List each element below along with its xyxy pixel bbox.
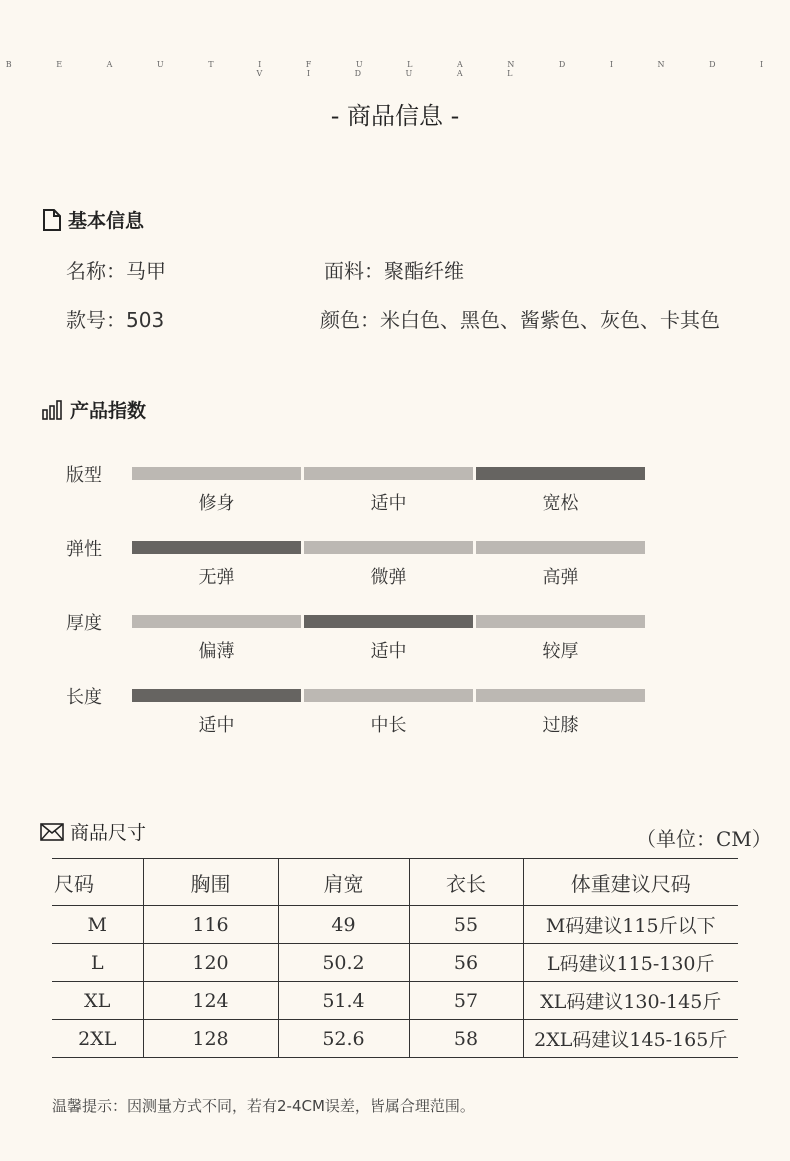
index-segment-selected	[476, 467, 645, 480]
header-size: 尺码	[52, 859, 143, 906]
index-option-label: 适中	[370, 493, 407, 514]
index-segment-selected	[132, 689, 301, 702]
index-segment	[304, 467, 473, 480]
header-shoulder: 肩宽	[278, 859, 409, 906]
index-option-label: 高弹	[542, 567, 579, 588]
header-length: 衣长	[409, 859, 523, 906]
index-option-label: 无弹	[198, 567, 235, 588]
header-chest: 胸围	[143, 859, 278, 906]
cell-chest: 120	[143, 944, 278, 982]
cell-length: 55	[409, 906, 523, 944]
index-row-label: 厚度	[66, 613, 102, 634]
product-name: 名称：马甲	[66, 259, 166, 283]
cell-size: 2XL	[52, 1020, 143, 1058]
bar-chart-icon	[42, 400, 64, 420]
index-option-label: 较厚	[542, 641, 579, 662]
index-option-label: 偏薄	[198, 641, 235, 662]
cell-size: M	[52, 906, 143, 944]
basic-info-heading	[42, 206, 144, 233]
header-weight-advice: 体重建议尺码	[523, 859, 738, 906]
index-segment-selected	[304, 615, 473, 628]
index-segment	[476, 615, 645, 628]
product-index-heading-label: 产品指数	[70, 400, 147, 422]
product-style-no: 款号：503	[66, 308, 165, 332]
cell-chest: 116	[143, 906, 278, 944]
index-option-label: 适中	[198, 715, 235, 736]
tagline: B E A U T I F U L A N D I N D I V I D U A L	[5, 60, 785, 78]
index-scale-bar	[132, 615, 645, 628]
index-scale-bar	[132, 689, 645, 702]
basic-info-heading-label: 基本信息	[68, 210, 145, 232]
index-segment	[476, 541, 645, 554]
index-row-label: 弹性	[66, 539, 102, 560]
index-segment	[304, 689, 473, 702]
cell-weight-advice: M码建议115斤以下	[523, 906, 738, 944]
index-segment-selected	[132, 541, 301, 554]
cell-chest: 124	[143, 982, 278, 1020]
document-icon	[42, 209, 62, 231]
cell-weight-advice: 2XL码建议145-165斤	[523, 1020, 738, 1058]
index-option-label: 宽松	[542, 493, 579, 514]
size-table	[52, 858, 738, 1058]
cell-length: 56	[409, 944, 523, 982]
cell-chest: 128	[143, 1020, 278, 1058]
size-heading	[40, 818, 146, 845]
cell-length: 57	[409, 982, 523, 1020]
index-scale-bar	[132, 541, 645, 554]
product-fabric: 面料：聚酯纤维	[324, 259, 464, 283]
cell-shoulder: 52.6	[278, 1020, 409, 1058]
measurement-tip: 温馨提示：因测量方式不同，若有2-4CM误差，皆属合理范围。	[52, 1097, 475, 1115]
index-option-label: 修身	[198, 493, 235, 514]
index-segment	[132, 615, 301, 628]
cell-weight-advice: XL码建议130-145斤	[523, 982, 738, 1020]
product-index-heading	[42, 396, 146, 423]
index-row-label: 长度	[66, 687, 102, 708]
page-title: - 商品信息 -	[330, 102, 460, 130]
table-row	[52, 982, 738, 1020]
product-colors: 颜色：米白色、黑色、酱紫色、灰色、卡其色	[320, 308, 720, 332]
size-heading-label: 商品尺寸	[70, 822, 147, 844]
index-option-label: 过膝	[542, 715, 579, 736]
cell-size: L	[52, 944, 143, 982]
index-scale-bar	[132, 467, 645, 480]
index-option-label: 中长	[370, 715, 407, 736]
index-segment	[304, 541, 473, 554]
index-segment	[132, 467, 301, 480]
index-option-label: 微弹	[370, 567, 407, 588]
table-row	[52, 1020, 738, 1058]
size-unit: （单位：CM）	[636, 827, 772, 851]
table-row	[52, 906, 738, 944]
table-row	[52, 944, 738, 982]
index-row-label: 版型	[66, 465, 102, 486]
index-segment	[476, 689, 645, 702]
envelope-icon	[40, 823, 64, 841]
size-table-header	[52, 859, 738, 906]
cell-shoulder: 49	[278, 906, 409, 944]
cell-weight-advice: L码建议115-130斤	[523, 944, 738, 982]
cell-shoulder: 50.2	[278, 944, 409, 982]
index-option-label: 适中	[370, 641, 407, 662]
cell-shoulder: 51.4	[278, 982, 409, 1020]
cell-size: XL	[52, 982, 143, 1020]
cell-length: 58	[409, 1020, 523, 1058]
